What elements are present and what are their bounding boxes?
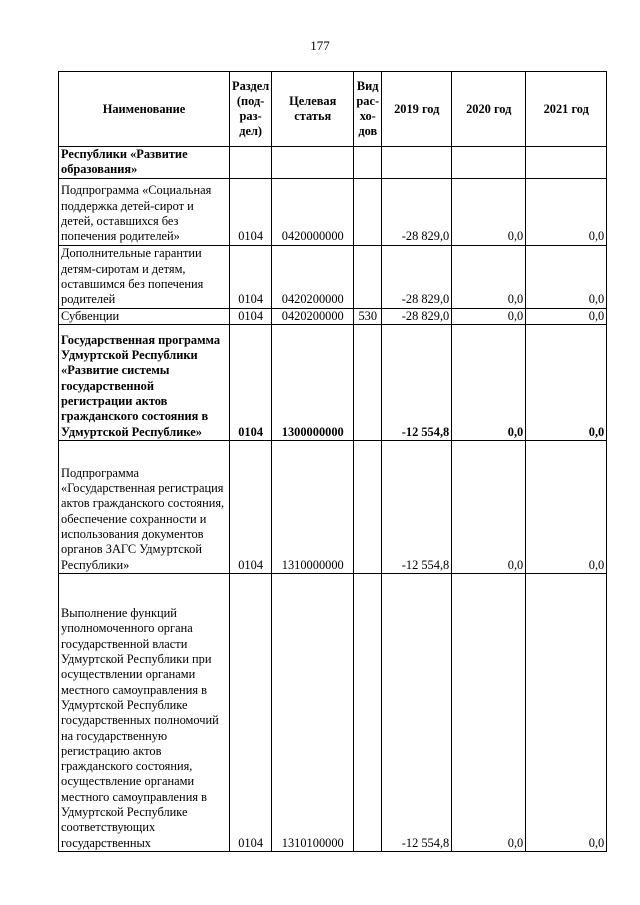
row-vid [354,245,382,308]
row-2020: 0,0 [452,178,526,245]
table-row [59,147,607,179]
row-vid [354,573,382,851]
row-razdel: 0104 [230,324,272,440]
row-2021: 0,0 [526,245,607,308]
row-celevaya: 1310100000 [272,573,354,851]
table-row [59,440,607,573]
row-2021: 0,0 [526,308,607,324]
row-2019: -28 829,0 [382,178,452,245]
budget-table [58,71,607,852]
row-razdel: 0104 [230,573,272,851]
table-header-row [59,72,607,147]
table-row [59,178,607,245]
row-2021 [526,147,607,179]
header-vid: Вид рас-хо-дов [354,72,382,147]
row-2019: -12 554,8 [382,324,452,440]
row-2021: 0,0 [526,573,607,851]
row-celevaya: 0420200000 [272,245,354,308]
row-vid [354,440,382,573]
row-name: Выполнение функций уполномоченного органа государственной власти Удмуртской Республики при осуществлении органами местного самоуправления в Удмуртской Республике государственных полномочий на государственную регистрацию актов гражданского состояния, осуществление органами местного самоуправления в Удмуртской Республике соответствующих государственных [59,573,230,851]
table-row [59,308,607,324]
row-celevaya: 0420200000 [272,308,354,324]
row-2019 [382,147,452,179]
row-razdel: 0104 [230,308,272,324]
row-2019: -28 829,0 [382,308,452,324]
row-name: Государственная программа Удмуртской Республики «Развитие системы государственной регистрации актов гражданского состояния в Удмуртской Республике» [59,324,230,440]
header-2021: 2021 год [526,72,607,147]
row-2020: 0,0 [452,324,526,440]
row-razdel: 0104 [230,245,272,308]
header-2020: 2020 год [452,72,526,147]
row-2020: 0,0 [452,573,526,851]
row-razdel: 0104 [230,178,272,245]
row-name: Дополнительные гарантии детям-сиротам и детям, оставшимся без попечения родителей [59,245,230,308]
row-2020 [452,147,526,179]
row-celevaya: 0420000000 [272,178,354,245]
row-2019: -12 554,8 [382,440,452,573]
row-vid [354,178,382,245]
row-celevaya [272,147,354,179]
header-2019: 2019 год [382,72,452,147]
row-name: Подпрограмма «Социальная поддержка детей-сирот и детей, оставшихся без попечения родителей» [59,178,230,245]
row-name: Республики «Развитие образования» [59,147,230,179]
header-name: Наименование [59,72,230,147]
row-razdel [230,147,272,179]
row-name: Подпрограмма «Государственная регистрация актов гражданского состояния, обеспечение сохранности и использования документов органов ЗАГС Удмуртской Республики» [59,440,230,573]
row-2019: -28 829,0 [382,245,452,308]
row-2020: 0,0 [452,440,526,573]
row-name: Субвенции [59,308,230,324]
row-vid [354,147,382,179]
row-2020: 0,0 [452,308,526,324]
page-number: 177 [310,38,330,53]
header-celevaya: Целевая статья [272,72,354,147]
row-2021: 0,0 [526,178,607,245]
row-celevaya: 1300000000 [272,324,354,440]
row-vid [354,324,382,440]
row-2019: -12 554,8 [382,573,452,851]
row-vid: 530 [354,308,382,324]
table-row [59,324,607,440]
header-razdel: Раздел (под-раз-дел) [230,72,272,147]
row-2020: 0,0 [452,245,526,308]
table-row [59,245,607,308]
row-celevaya: 1310000000 [272,440,354,573]
table-row [59,573,607,851]
row-2021: 0,0 [526,440,607,573]
row-2021: 0,0 [526,324,607,440]
row-razdel: 0104 [230,440,272,573]
